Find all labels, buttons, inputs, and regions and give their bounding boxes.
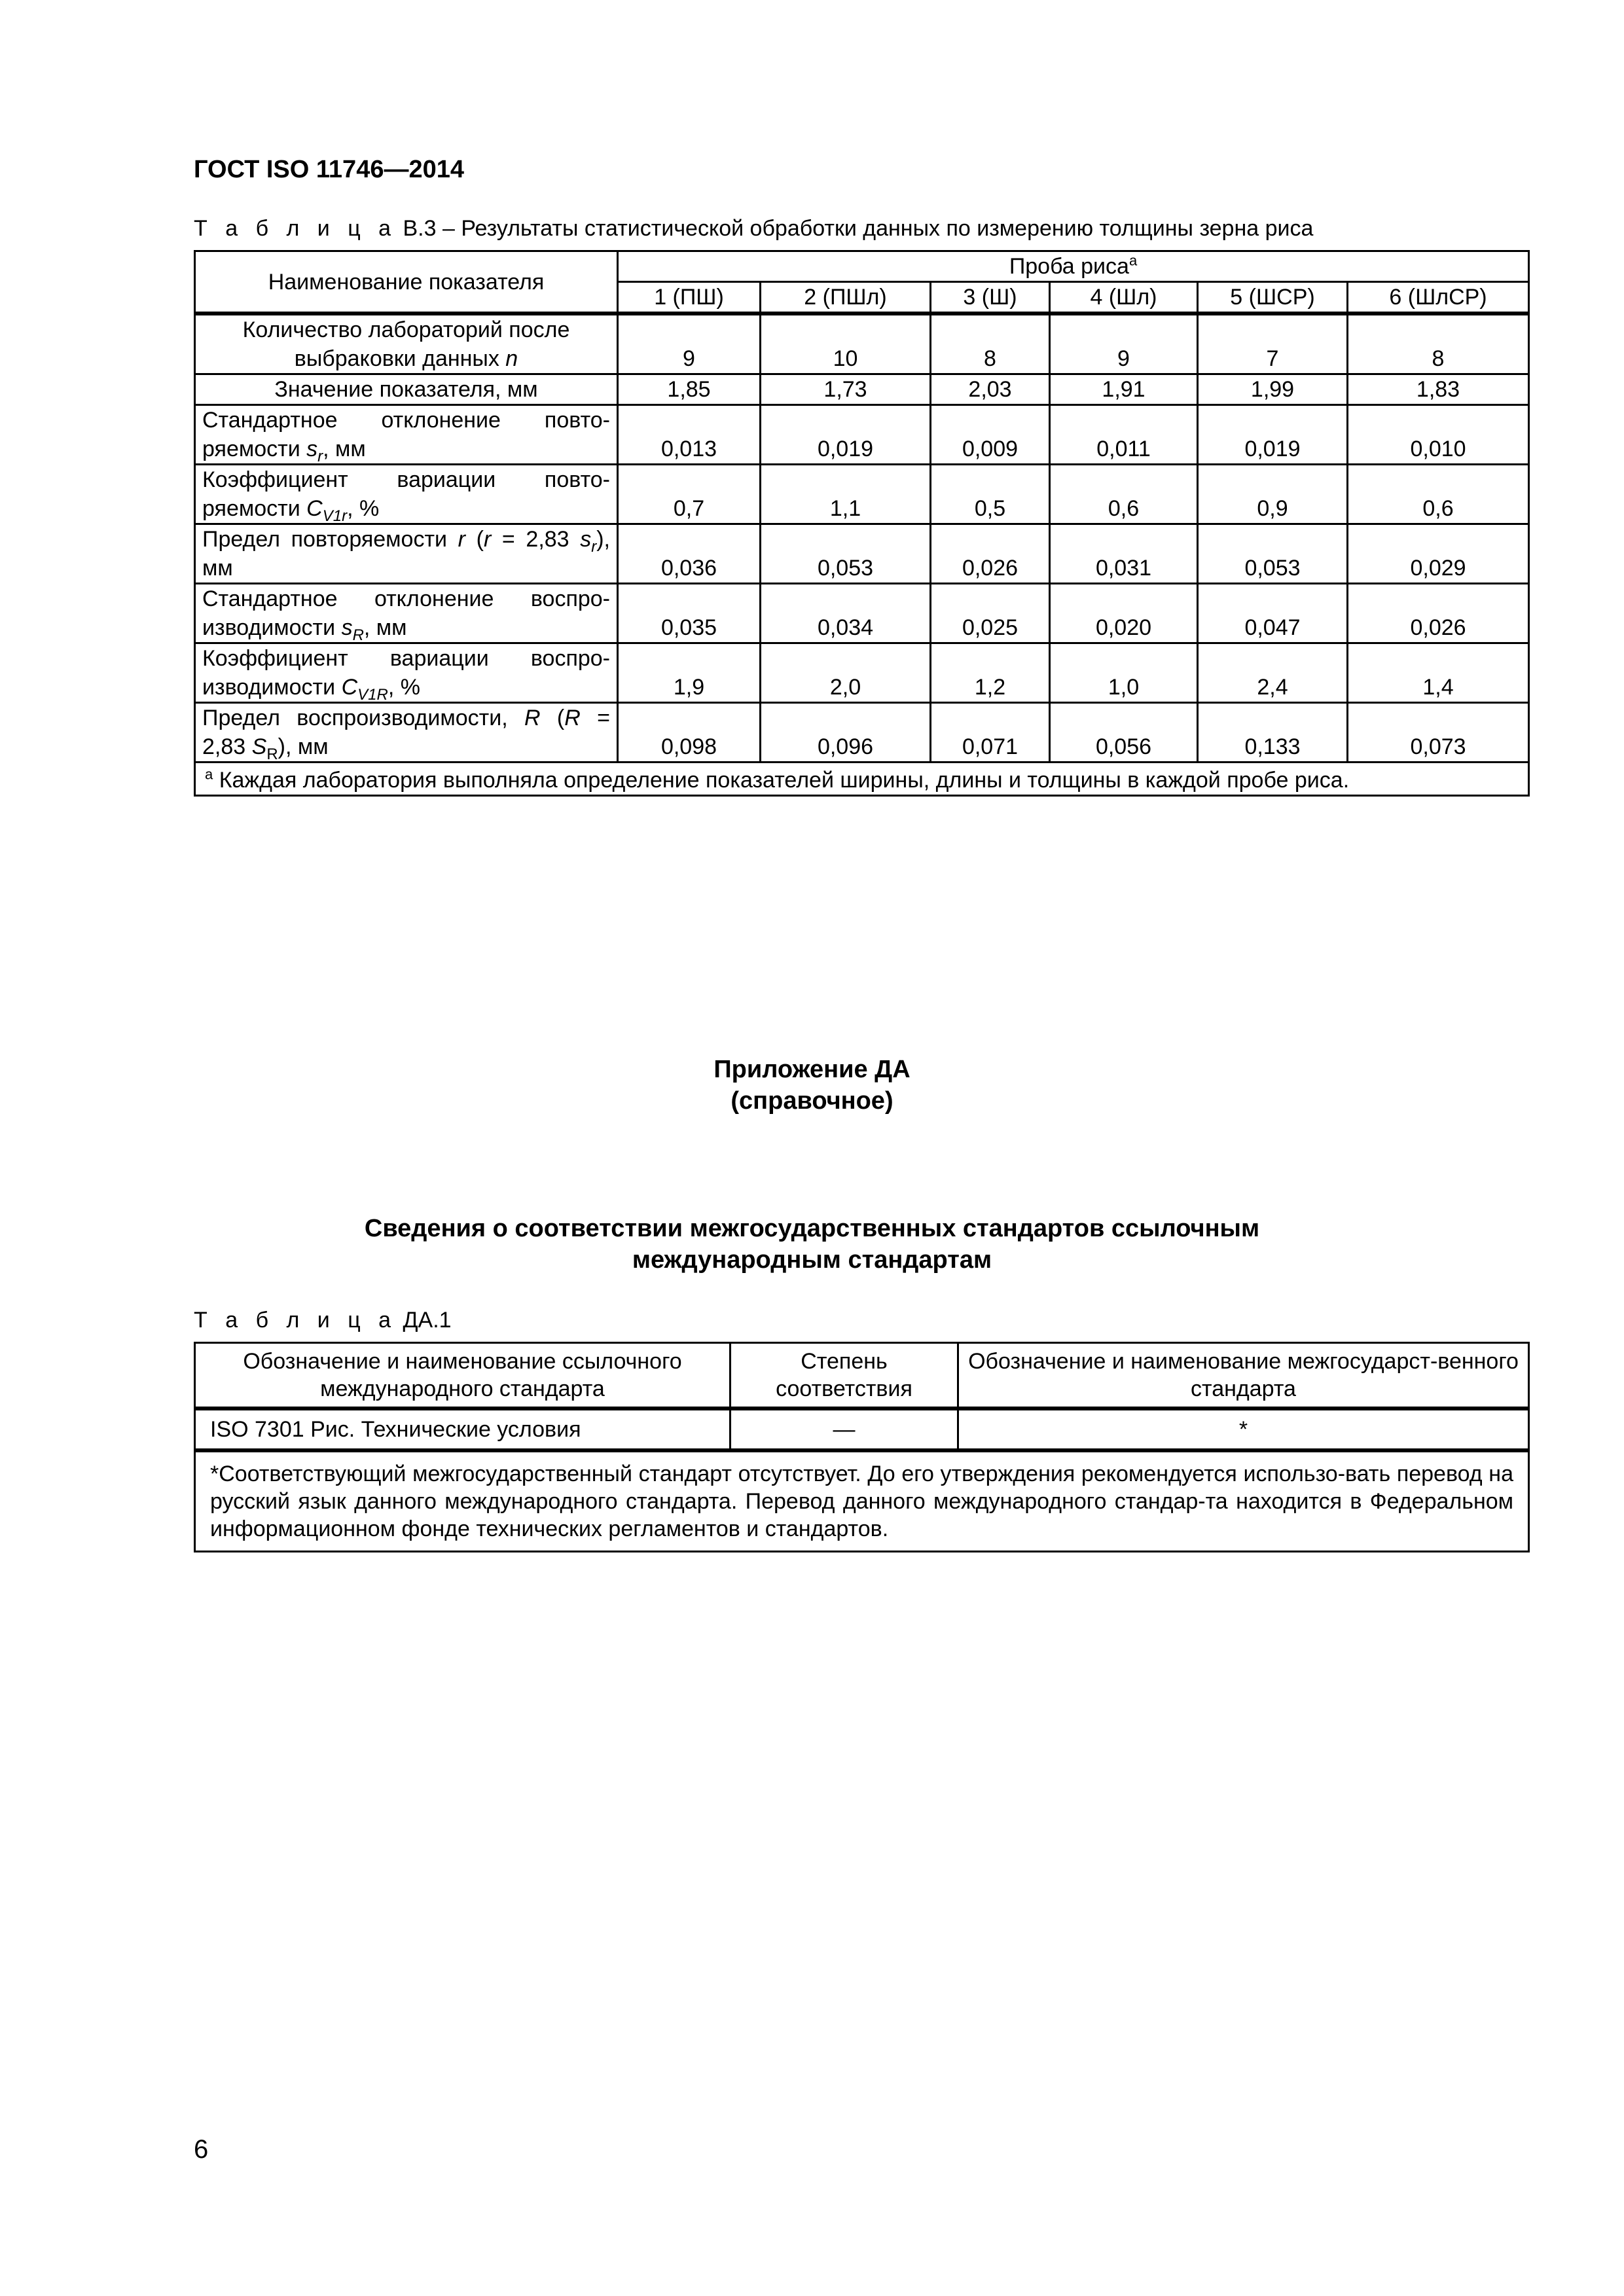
table-cell: 1,1: [761, 465, 931, 524]
table-label: Т а б л и ц а: [194, 216, 397, 241]
table-cell: 0,019: [761, 405, 931, 465]
appendix-heading: [0, 1054, 1624, 1117]
table-cell: 0,026: [931, 524, 1050, 584]
table-row: [195, 643, 1529, 703]
table-cell: 0,031: [1050, 524, 1198, 584]
table-cell: 2,4: [1198, 643, 1348, 703]
table-cell: 7: [1198, 314, 1348, 374]
table-header-row: [195, 251, 1529, 282]
appendix-title: Приложение ДА: [713, 1056, 911, 1083]
table-row: [195, 584, 1529, 643]
row-label-text: Предел воспроизводимости,: [202, 706, 525, 730]
table-cell: 0,011: [1050, 405, 1198, 465]
table-cell: 0,133: [1198, 703, 1348, 762]
row-label-subscript: R: [266, 745, 278, 763]
section-heading: [0, 1213, 1624, 1276]
row-label-subscript: V1r: [322, 507, 348, 525]
table-cell: ISO 7301 Рис. Технические условия: [195, 1408, 731, 1450]
row-label-text: Предел повторяемости: [202, 527, 458, 552]
row-label-unit: , мм: [363, 615, 407, 640]
row-label: [195, 524, 618, 584]
table-footnote-row: [195, 762, 1529, 796]
table-cell: 0,9: [1198, 465, 1348, 524]
appendix-subtitle: (справочное): [731, 1087, 893, 1115]
table-cell: 8: [1348, 314, 1529, 374]
table-cell: 0,056: [1050, 703, 1198, 762]
table-row: [195, 465, 1529, 524]
column-header: 4 (Шл): [1050, 282, 1198, 314]
row-label-unit: , %: [347, 496, 380, 521]
column-header-indicator: Наименование показателя: [195, 251, 618, 314]
table-cell: 0,029: [1348, 524, 1529, 584]
table-cell: 0,035: [618, 584, 761, 643]
row-label-symbol: s: [306, 437, 318, 461]
table-row: [195, 703, 1529, 762]
table-b3-caption: [194, 216, 1313, 242]
column-header: Степень соответствия: [731, 1343, 958, 1409]
table-cell: 0,071: [931, 703, 1050, 762]
table-header-row: [195, 1343, 1529, 1409]
row-label-symbol: r: [483, 527, 492, 552]
footnote-mark: а: [205, 766, 213, 783]
row-label-text: (: [465, 527, 484, 552]
table-cell: 0,026: [1348, 584, 1529, 643]
row-label-subscript: V1R: [357, 685, 388, 704]
row-label-subscript: R: [352, 626, 364, 644]
footnote-ref: а: [1128, 252, 1138, 269]
row-label-symbol: R: [564, 706, 581, 730]
table-cell: 1,9: [618, 643, 761, 703]
table-cell: 2,0: [761, 643, 931, 703]
table-cell: 0,020: [1050, 584, 1198, 643]
row-label-unit: ), мм: [278, 734, 329, 759]
table-da1: [194, 1342, 1530, 1552]
table-cell: 1,91: [1050, 374, 1198, 405]
table-footnote-row: [195, 1450, 1529, 1552]
table-cell: 0,098: [618, 703, 761, 762]
table-cell: 0,6: [1348, 465, 1529, 524]
table-cell: 0,009: [931, 405, 1050, 465]
document-code: ГОСТ ISO 11746—2014: [194, 156, 464, 183]
row-label-text: (: [540, 706, 565, 730]
table-cell: *: [958, 1408, 1529, 1450]
table-cell: 1,99: [1198, 374, 1348, 405]
column-group-header: [618, 251, 1529, 282]
table-cell: 1,0: [1050, 643, 1198, 703]
row-label-text: Коэффициент вариации повто-ряемости: [202, 467, 610, 521]
table-cell: 0,6: [1050, 465, 1198, 524]
row-label-unit: , мм: [323, 437, 366, 461]
table-cell: 1,85: [618, 374, 761, 405]
row-label: [195, 405, 618, 465]
row-label-symbol: S: [251, 734, 267, 759]
row-label: [195, 584, 618, 643]
table-cell: 0,5: [931, 465, 1050, 524]
row-label: [195, 314, 618, 374]
column-header: 1 (ПШ): [618, 282, 761, 314]
table-cell: 0,025: [931, 584, 1050, 643]
table-da1-caption: [194, 1308, 452, 1333]
row-label-text: Стандартное отклонение воспро-изводимости: [202, 586, 610, 640]
table-cell: 9: [1050, 314, 1198, 374]
table-cell: —: [731, 1408, 958, 1450]
table-cell: 0,096: [761, 703, 931, 762]
table-cell: 0,073: [1348, 703, 1529, 762]
table-cell: 0,7: [618, 465, 761, 524]
column-header: 5 (ШСР): [1198, 282, 1348, 314]
row-label-text: Количество лабораторий после выбраковки данных: [242, 317, 570, 371]
table-row: [195, 1408, 1529, 1450]
column-group-label: Проба риса: [1009, 254, 1129, 279]
row-label-symbol: r: [458, 527, 465, 552]
table-cell: 0,010: [1348, 405, 1529, 465]
row-label-subscript: r: [317, 447, 323, 465]
column-header: Обозначение и наименование межгосударст-венного стандарта: [958, 1343, 1529, 1409]
table-b3: [194, 250, 1530, 797]
row-label-text: = 2,83: [491, 527, 581, 552]
table-footnote: *Соответствующий межгосударственный стандарт отсутствует. До его утверждения рекомендуется использо-вать перевод на русский язык данного международного стандарта. Перевод данного международного стандар-та находится в Федеральном информационном фонде технических регламентов и стандартов.: [195, 1450, 1529, 1552]
row-label-text: Коэффициент вариации воспро-изводимости: [202, 646, 610, 700]
row-label: [195, 703, 618, 762]
table-cell: 1,83: [1348, 374, 1529, 405]
table-cell: 8: [931, 314, 1050, 374]
row-label-symbol: C: [306, 496, 323, 521]
row-label-subscript: r: [591, 537, 597, 556]
row-label: [195, 465, 618, 524]
row-label-symbol: R: [524, 706, 541, 730]
column-header: 3 (Ш): [931, 282, 1050, 314]
table-footnote: [195, 762, 1529, 796]
column-header: Обозначение и наименование ссылочного международного стандарта: [195, 1343, 731, 1409]
row-label-text: Стандартное отклонение повто-ряемости: [202, 408, 610, 461]
row-label-symbol: s: [580, 527, 592, 552]
row-label-unit: , %: [388, 675, 420, 700]
row-label-unit: ), мм: [202, 527, 611, 581]
row-label-text: = 2,83: [202, 706, 610, 759]
table-row: [195, 314, 1529, 374]
table-cell: 9: [618, 314, 761, 374]
table-cell: 0,047: [1198, 584, 1348, 643]
table-cell: 0,019: [1198, 405, 1348, 465]
page-number: 6: [194, 2135, 209, 2164]
table-row: [195, 524, 1529, 584]
row-label-symbol: s: [341, 615, 353, 640]
section-title-line: Сведения о соответствии межгосударственных стандартов ссылочным: [364, 1215, 1260, 1242]
section-title-line: международным стандартам: [632, 1246, 992, 1274]
row-label-symbol: n: [505, 346, 518, 371]
row-label-symbol: C: [341, 675, 358, 700]
table-row: [195, 405, 1529, 465]
table-da1-caption-text: ДА.1: [397, 1308, 452, 1333]
table-cell: 0,053: [1198, 524, 1348, 584]
table-label: Т а б л и ц а: [194, 1308, 397, 1333]
row-label: [195, 643, 618, 703]
table-cell: 0,034: [761, 584, 931, 643]
table-cell: 1,2: [931, 643, 1050, 703]
column-header: 2 (ПШл): [761, 282, 931, 314]
table-cell: 0,013: [618, 405, 761, 465]
table-cell: 1,4: [1348, 643, 1529, 703]
table-cell: 2,03: [931, 374, 1050, 405]
table-row: [195, 374, 1529, 405]
row-label: Значение показателя, мм: [195, 374, 618, 405]
table-cell: 0,053: [761, 524, 931, 584]
footnote-text: Каждая лаборатория выполняла определение показателей ширины, длины и толщины в каждой пробе риса.: [213, 768, 1350, 793]
column-header: 6 (ШлСР): [1348, 282, 1529, 314]
table-cell: 0,036: [618, 524, 761, 584]
table-cell: 10: [761, 314, 931, 374]
table-b3-caption-text: В.3 – Результаты статистической обработки данных по измерению толщины зерна риса: [397, 216, 1314, 241]
table-cell: 1,73: [761, 374, 931, 405]
